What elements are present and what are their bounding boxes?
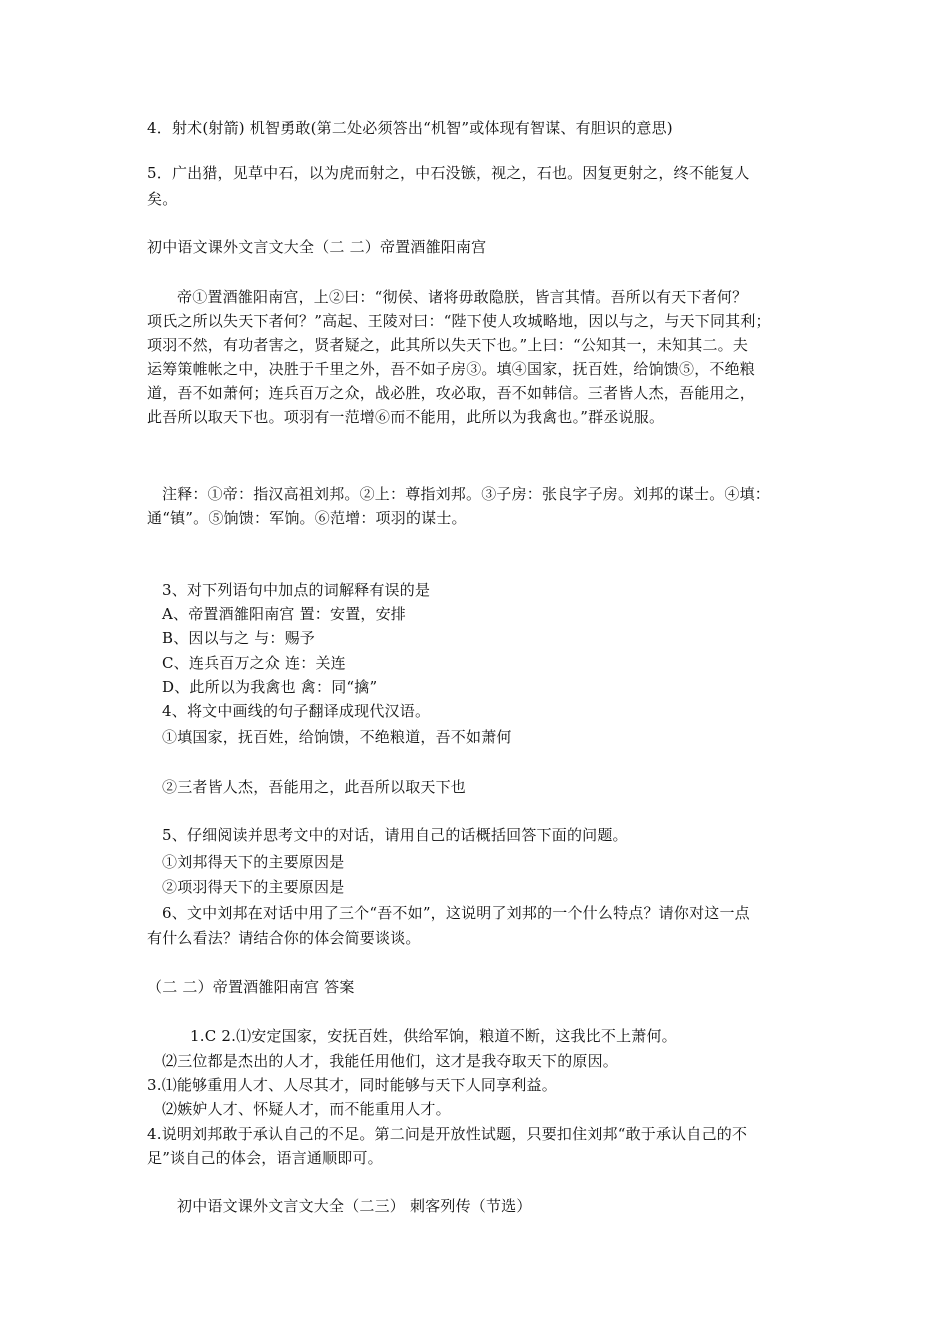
text-line: B、因以与之 与：赐予 <box>162 629 315 647</box>
text-line: 道，吾不如萧何；连兵百万之众，战必胜，攻必取，吾不如韩信。三者皆人杰，吾能用之， <box>147 384 756 402</box>
text-line: 项氏之所以失天下者何？”高起、王陵对曰：“陛下使人攻城略地，因以与之，与天下同其利； <box>147 312 771 330</box>
text-line: 注释：①帝：指汉高祖刘邦。②上：尊指刘邦。③子房：张良字子房。刘邦的谋士。④填： <box>162 485 771 503</box>
text-line: 运筹策帷帐之中，决胜于千里之外，吾不如子房③。填④国家，抚百姓，给饷馈⑤，不绝粮 <box>147 360 756 378</box>
text-line: 5、仔细阅读并思考文中的对话，请用自己的话概括回答下面的问题。 <box>162 826 628 844</box>
text-line: ②项羽得天下的主要原因是 <box>162 878 345 896</box>
text-line: 项羽不然，有功者害之，贤者疑之，此其所以失天下也。”上曰：“公知其一，未知其二。夫 <box>147 336 749 354</box>
text-line: ②三者皆人杰，吾能用之，此吾所以取天下也 <box>162 778 467 796</box>
text-line: 通“镇”。⑤饷馈：军饷。⑥范增：项羽的谋士。 <box>147 509 467 527</box>
text-line: 4．射术(射箭) 机智勇敢(第二处必须答出“机智”或体现有智谋、有胆识的意思) <box>147 119 673 137</box>
text-line: 初中语文课外文言文大全（二 二）帝置酒雒阳南宫 <box>147 238 487 256</box>
text-line: 4、将文中画线的句子翻译成现代汉语。 <box>162 702 431 720</box>
text-line: 初中语文课外文言文大全（二三） 刺客列传（节选） <box>177 1197 532 1215</box>
text-line: 1.C 2.⑴安定国家，安抚百姓，供给军饷，粮道不断，这我比不上萧何。 <box>190 1027 677 1045</box>
text-line: 此吾所以取天下也。项羽有一范增⑥而不能用，此所以为我禽也。”群丞说服。 <box>147 408 665 426</box>
text-line: 足”谈自己的体会，语言通顺即可。 <box>147 1149 383 1167</box>
text-line: ⑵三位都是杰出的人才，我能任用他们，这才是我夺取天下的原因。 <box>162 1052 619 1070</box>
text-line: ①刘邦得天下的主要原因是 <box>162 853 345 871</box>
text-line: 6、文中刘邦在对话中用了三个“吾不如”，这说明了刘邦的一个什么特点？请你对这一点 <box>162 904 750 922</box>
text-line: D、此所以为我禽也 禽：同“擒” <box>162 678 378 696</box>
text-line: C、连兵百万之众 连：关连 <box>162 654 346 672</box>
text-line: ⑵嫉妒人才、怀疑人才，而不能重用人才。 <box>162 1100 451 1118</box>
text-line: 帝①置酒雒阳南宫，上②曰：“彻侯、诸将毋敢隐朕，皆言其情。吾所以有天下者何？ <box>177 288 748 306</box>
text-line: 3、对下列语句中加点的词解释有误的是 <box>162 581 431 599</box>
text-line: 有什么看法？请结合你的体会简要谈谈。 <box>147 929 421 947</box>
text-line: ①填国家，抚百姓，给饷馈，不绝粮道，吾不如萧何 <box>162 728 512 746</box>
text-line: 5．广出猎，见草中石，以为虎而射之，中石没镞，视之，石也。因复更射之，终不能复人 <box>147 164 750 182</box>
text-line: 3.⑴能够重用人才、人尽其才，同时能够与天下人同享利益。 <box>147 1076 557 1094</box>
text-line: 4.说明刘邦敢于承认自己的不足。第二问是开放性试题，只要扣住刘邦“敢于承认自己的不 <box>147 1125 748 1143</box>
text-line: （二 二）帝置酒雒阳南宫 答案 <box>147 978 355 996</box>
text-line: 矣。 <box>147 190 178 208</box>
text-line: A、帝置酒雒阳南宫 置：安置，安排 <box>162 605 407 623</box>
